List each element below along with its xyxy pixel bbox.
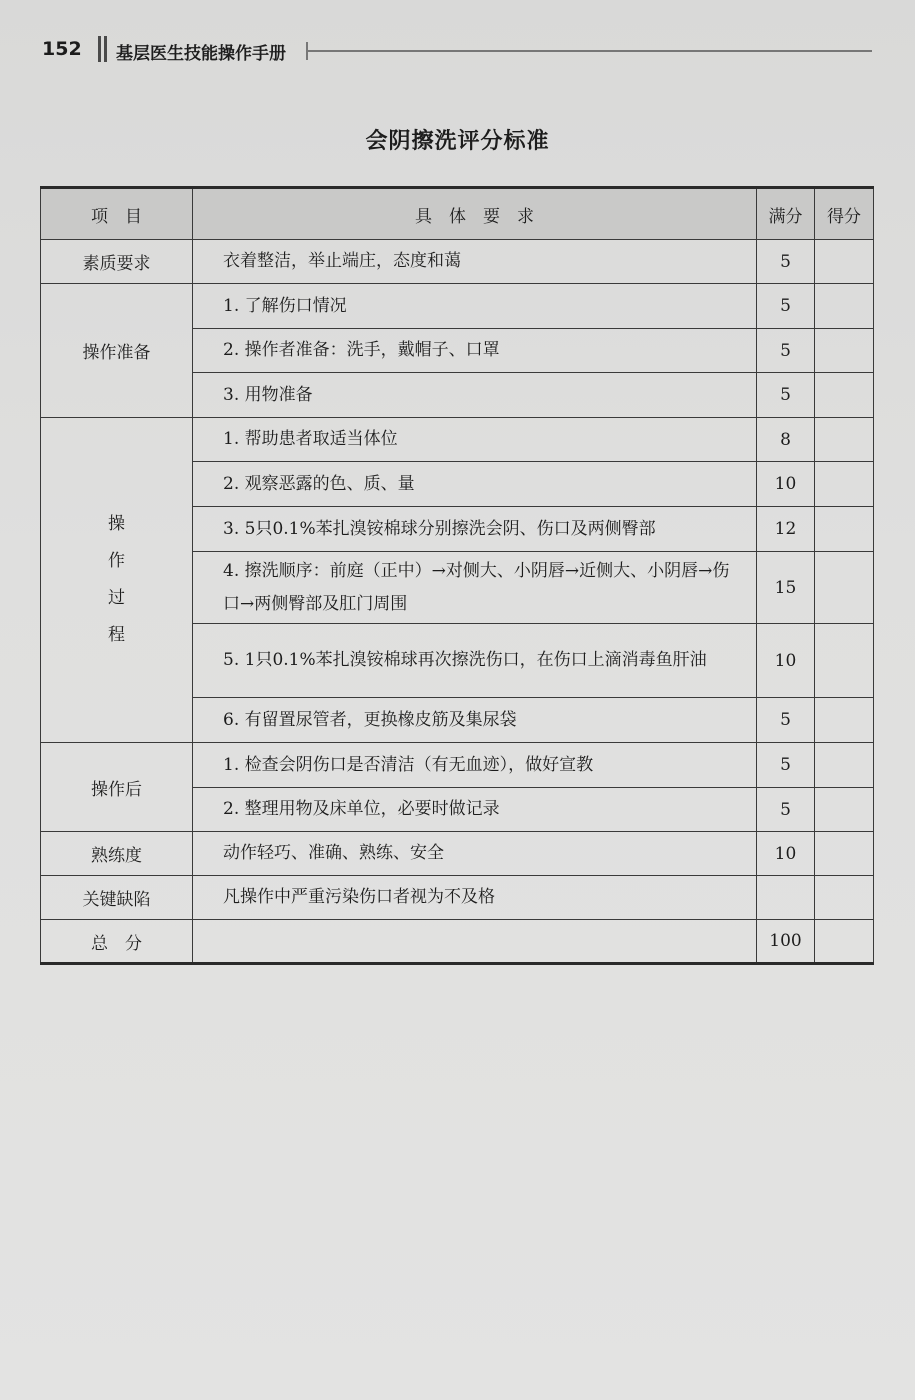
requirement-cell: 凡操作中严重污染伤口者视为不及格 <box>193 876 757 920</box>
full-score-cell: 5 <box>757 743 815 788</box>
scoring-table <box>40 186 874 965</box>
category-cell <box>41 418 193 743</box>
score-cell <box>815 698 874 743</box>
total-score-cell: 100 <box>757 920 815 964</box>
full-score-cell: 10 <box>757 462 815 507</box>
score-cell <box>815 373 874 418</box>
score-cell <box>815 507 874 552</box>
table-row <box>41 743 874 788</box>
page-title: 会阴擦洗评分标准 <box>365 129 550 154</box>
column-header-item: 项 目 <box>41 188 193 240</box>
column-header-requirement: 具 体 要 求 <box>193 188 757 240</box>
requirement-cell: 1. 检查会阴伤口是否清洁（有无血迹），做好宣教 <box>193 743 757 788</box>
score-cell <box>815 284 874 329</box>
full-score-cell <box>757 876 815 920</box>
full-score-cell: 8 <box>757 418 815 462</box>
full-score-cell: 10 <box>757 832 815 876</box>
score-cell <box>815 832 874 876</box>
score-cell <box>815 624 874 698</box>
requirement-cell: 衣着整洁，举止端庄，态度和蔼 <box>193 240 757 284</box>
requirement-cell: 3. 5只0.1%苯扎溴铵棉球分别擦洗会阴、伤口及两侧臀部 <box>193 507 757 552</box>
score-cell <box>815 876 874 920</box>
score-cell <box>815 462 874 507</box>
requirement-cell: 4. 擦洗顺序：前庭（正中）→对侧大、小阴唇→近侧大、小阴唇→伤口→两侧臀部及肛门周围 <box>193 552 757 624</box>
score-cell <box>815 240 874 284</box>
table-row <box>41 240 874 284</box>
column-header-score: 得分 <box>815 188 874 240</box>
full-score-cell: 15 <box>757 552 815 624</box>
full-score-cell: 5 <box>757 240 815 284</box>
requirement-cell: 动作轻巧、准确、熟练、安全 <box>193 832 757 876</box>
table-row <box>41 284 874 329</box>
table-header-row <box>41 188 874 240</box>
full-score-cell: 5 <box>757 698 815 743</box>
page-number: 152 <box>42 38 82 60</box>
score-cell <box>815 329 874 373</box>
requirement-cell: 2. 观察恶露的色、质、量 <box>193 462 757 507</box>
score-cell <box>815 743 874 788</box>
requirement-cell: 2. 整理用物及床单位，必要时做记录 <box>193 788 757 832</box>
category-cell: 关键缺陷 <box>41 876 193 920</box>
requirement-cell: 3. 用物准备 <box>193 373 757 418</box>
category-cell: 素质要求 <box>41 240 193 284</box>
table-row <box>41 418 874 462</box>
score-cell <box>815 920 874 964</box>
header-rule <box>306 50 872 52</box>
full-score-cell: 5 <box>757 329 815 373</box>
score-cell <box>815 788 874 832</box>
book-title: 基层医生技能操作手册 <box>116 44 286 64</box>
full-score-cell: 5 <box>757 373 815 418</box>
full-score-cell: 12 <box>757 507 815 552</box>
category-vertical-label: 操作过程 <box>108 514 125 645</box>
full-score-cell: 5 <box>757 788 815 832</box>
table-row-total <box>41 920 874 964</box>
full-score-cell: 5 <box>757 284 815 329</box>
category-cell: 熟练度 <box>41 832 193 876</box>
requirement-cell: 1. 帮助患者取适当体位 <box>193 418 757 462</box>
requirement-cell: 6. 有留置尿管者，更换橡皮筋及集尿袋 <box>193 698 757 743</box>
table-row <box>41 876 874 920</box>
running-header <box>42 36 872 66</box>
requirement-cell: 5. 1只0.1%苯扎溴铵棉球再次擦洗伤口，在伤口上滴消毒鱼肝油 <box>193 624 757 698</box>
full-score-cell: 10 <box>757 624 815 698</box>
table-row <box>41 832 874 876</box>
column-header-full-score: 满分 <box>757 188 815 240</box>
total-label-cell: 总 分 <box>41 920 193 964</box>
score-cell <box>815 552 874 624</box>
score-cell <box>815 418 874 462</box>
requirement-cell <box>193 920 757 964</box>
category-cell: 操作后 <box>41 743 193 832</box>
category-cell: 操作准备 <box>41 284 193 418</box>
requirement-cell: 1. 了解伤口情况 <box>193 284 757 329</box>
requirement-cell: 2. 操作者准备：洗手，戴帽子、口罩 <box>193 329 757 373</box>
